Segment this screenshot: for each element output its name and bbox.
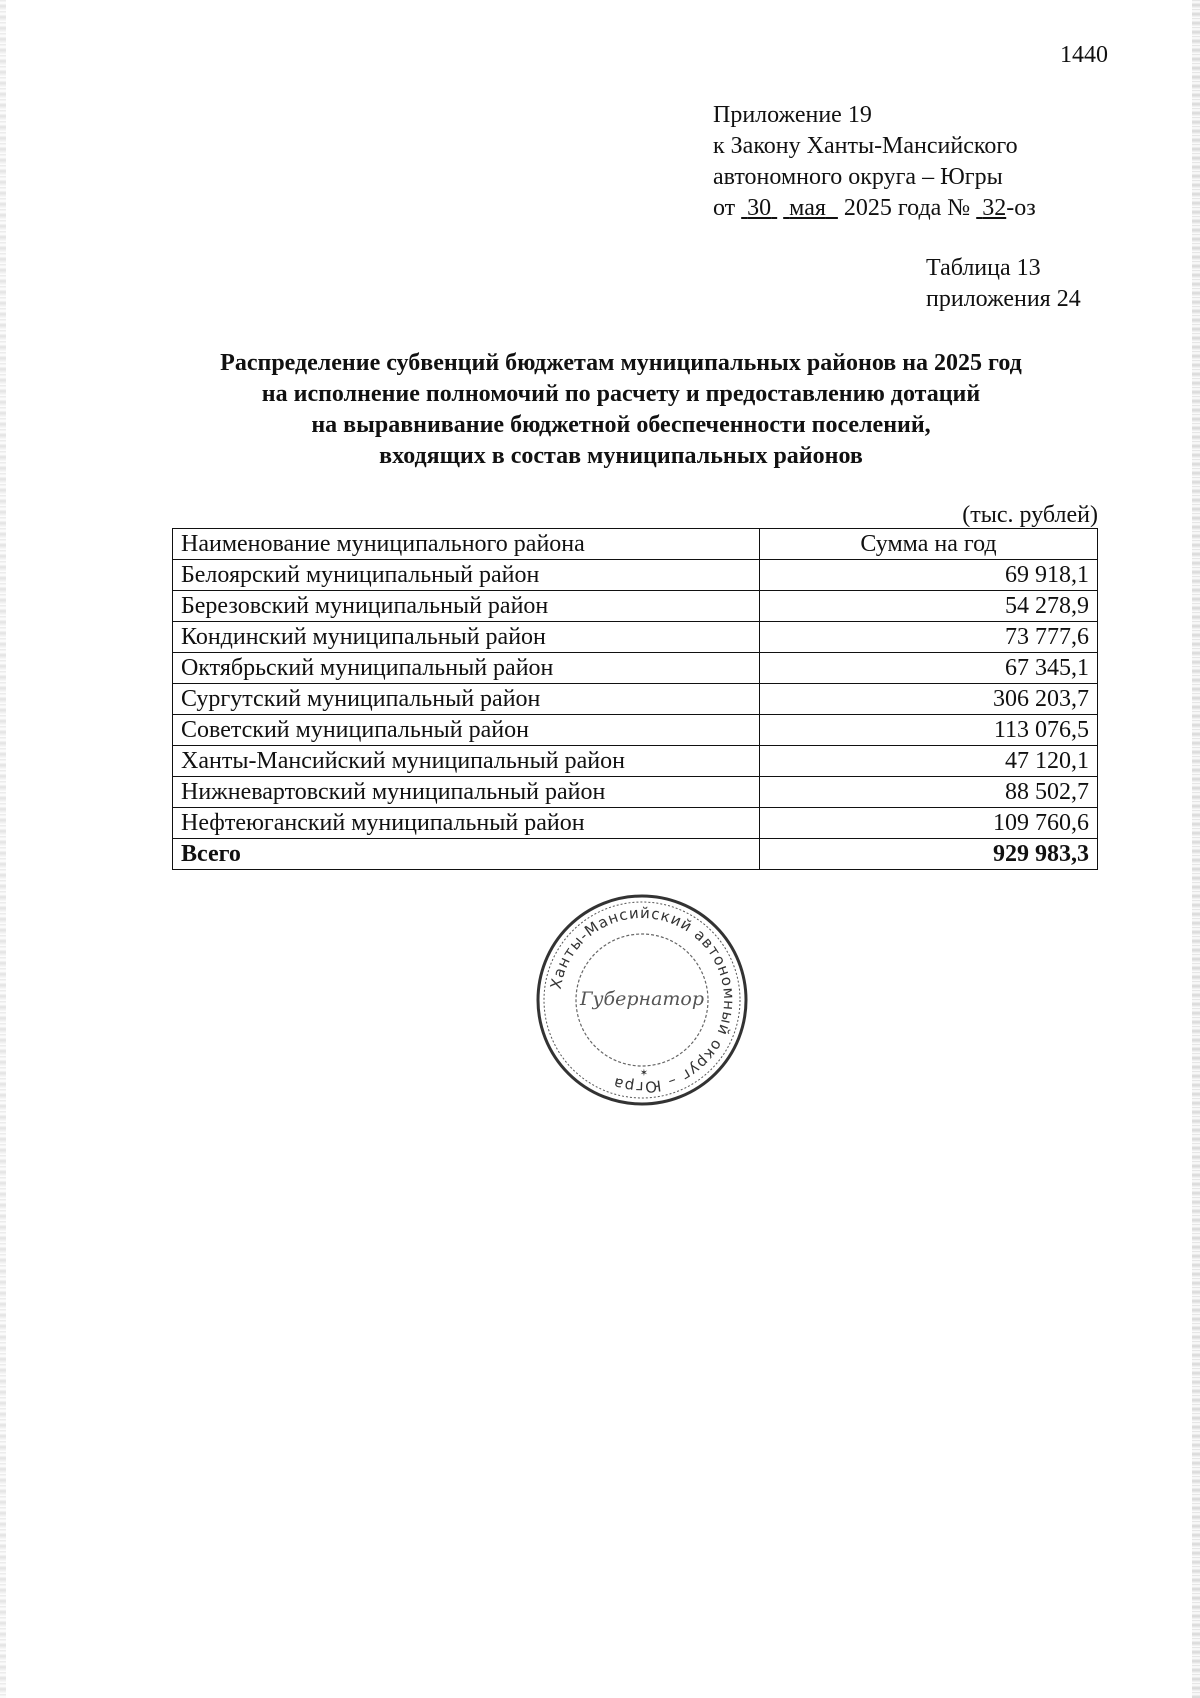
district-name: Нижневартовский муниципальный район: [173, 777, 760, 808]
district-sum: 47 120,1: [760, 746, 1098, 777]
table-ref-line-2: приложения 24: [926, 286, 1081, 312]
district-name: Октябрьский муниципальный район: [173, 653, 760, 684]
date-year-text: 2025 года №: [837, 195, 977, 221]
appendix-block: [713, 100, 1036, 224]
official-seal: [532, 890, 752, 1110]
table-row: [173, 808, 1098, 839]
appendix-line-2: к Закону Ханты-Мансийского: [713, 133, 1018, 159]
district-sum: 67 345,1: [760, 653, 1098, 684]
appendix-line-1: Приложение 19: [713, 102, 872, 128]
header-district-name: Наименование муниципального района: [173, 529, 760, 560]
district-sum: 73 777,6: [760, 622, 1098, 653]
table-total-row: [173, 839, 1098, 870]
table-row: [173, 560, 1098, 591]
date-day: 30: [747, 195, 772, 221]
district-sum: 88 502,7: [760, 777, 1098, 808]
table-ref-line-1: Таблица 13: [926, 255, 1041, 281]
seal-star-icon: ✶: [639, 1068, 649, 1079]
district-name: Березовский муниципальный район: [173, 591, 760, 622]
table-header-row: [173, 529, 1098, 560]
law-suffix: -оз: [1006, 195, 1036, 221]
title-line-1: Распределение субвенций бюджетам муниципальных районов на 2025 год: [220, 350, 1022, 376]
title-line-3: на выравнивание бюджетной обеспеченности поселений,: [311, 412, 931, 438]
seal-ring-textpath: Ханты-Мансийский автономный округ – Югра: [546, 903, 739, 1097]
table-row: [173, 684, 1098, 715]
appendix-line-3: автономного округа – Югры: [713, 164, 1003, 190]
district-name: Нефтеюганский муниципальный район: [173, 808, 760, 839]
document-title: [172, 348, 1070, 472]
district-name: Советский муниципальный район: [173, 715, 760, 746]
table-row: [173, 591, 1098, 622]
table-row: [173, 622, 1098, 653]
scan-edge-right: [1192, 0, 1200, 1698]
title-line-2: на исполнение полномочий по расчету и предоставлению дотаций: [261, 381, 981, 407]
district-sum: 109 760,6: [760, 808, 1098, 839]
district-sum: 54 278,9: [760, 591, 1098, 622]
district-name: Сургутский муниципальный район: [173, 684, 760, 715]
scan-edge-left: [0, 0, 6, 1698]
law-number: 32: [982, 195, 1007, 221]
table-row: [173, 746, 1098, 777]
budget-table: [172, 528, 1098, 870]
table-row: [173, 715, 1098, 746]
header-annual-sum: Сумма на год: [760, 529, 1098, 560]
units-label: (тыс. рублей): [962, 502, 1098, 528]
date-month: мая: [789, 195, 826, 221]
table-row: [173, 653, 1098, 684]
table-row: [173, 777, 1098, 808]
district-sum: 113 076,5: [760, 715, 1098, 746]
date-prefix: от: [713, 195, 742, 221]
district-name: Кондинский муниципальный район: [173, 622, 760, 653]
appendix-date-line: [713, 193, 1036, 224]
table-reference: [926, 253, 1081, 315]
district-sum: 306 203,7: [760, 684, 1098, 715]
district-name: Белоярский муниципальный район: [173, 560, 760, 591]
page-number: 1440: [1060, 42, 1108, 68]
seal-center-text: Губернатор: [579, 988, 705, 1010]
total-sum: 929 983,3: [760, 839, 1098, 870]
district-name: Ханты-Мансийский муниципальный район: [173, 746, 760, 777]
district-sum: 69 918,1: [760, 560, 1098, 591]
total-label: Всего: [173, 839, 760, 870]
title-line-4: входящих в состав муниципальных районов: [379, 443, 863, 469]
